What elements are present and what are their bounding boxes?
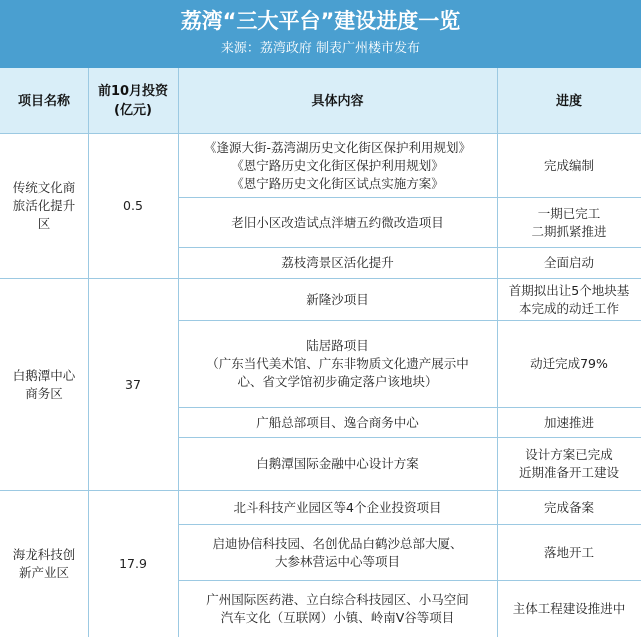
content-line: 《逢源大街-荔湾湖历史文化街区保护利用规划》 <box>203 139 471 155</box>
group-name-cell <box>0 279 88 490</box>
page-title: 荔湾“三大平台”建设进度一览 <box>180 9 461 33</box>
progress-cell <box>497 491 641 525</box>
group-name-line: 商务区 <box>25 385 63 401</box>
group-investment: 37 <box>125 376 141 392</box>
progress-line: 二期抓紧推进 <box>531 223 607 239</box>
content-cell <box>178 491 497 525</box>
progress-cell <box>497 134 641 198</box>
content-cell <box>178 248 497 278</box>
content-cell <box>178 134 497 198</box>
progress-line: 本完成的动迁工作 <box>518 300 619 316</box>
content-cell <box>178 438 497 490</box>
progress-line: 完成编制 <box>543 157 594 173</box>
header-content: 具体内容 <box>311 93 364 109</box>
content-cell <box>178 198 497 248</box>
group-name-line: 旅活化提升 <box>12 198 76 213</box>
group-name-line: 新产业区 <box>18 565 69 580</box>
title-banner <box>0 0 641 68</box>
group-name-line: 传统文化商 <box>12 180 76 195</box>
content-line: 陆居路项目 <box>306 338 369 353</box>
content-line: 荔枝湾景区活化提升 <box>281 255 394 270</box>
header-investment-line1: 前10月投资 <box>97 84 169 99</box>
progress-line: 动迁完成79% <box>530 356 608 371</box>
content-cell <box>178 525 497 581</box>
progress-line: 近期准备开工建设 <box>518 465 619 480</box>
group-name-line: 海龙科技创 <box>12 547 76 562</box>
progress-cell <box>497 321 641 408</box>
content-line: 心、省文学馆初步确定落户该地块） <box>237 374 438 389</box>
content-line: 汽车文化（互联网）小镇、岭南V谷等项目 <box>220 610 455 625</box>
progress-cell <box>497 525 641 581</box>
content-line: 《恩宁路历史文化街区试点实施方案》 <box>231 175 444 191</box>
content-cell <box>178 321 497 408</box>
content-line: （广东当代美术馆、广东非物质文化遗产展示中 <box>206 356 469 371</box>
content-line: 老旧小区改造试点泮塘五约微改造项目 <box>231 214 444 230</box>
header-investment-line2: (亿元) <box>114 103 152 118</box>
header-investment <box>88 68 178 134</box>
content-line: 新隆沙项目 <box>306 291 369 307</box>
progress-cell <box>497 581 641 637</box>
content-line: 大参林营运中心等项目 <box>274 553 400 569</box>
progress-line: 全面启动 <box>543 255 594 270</box>
progress-line: 落地开工 <box>543 544 594 560</box>
table-header <box>0 68 641 134</box>
content-line: 《恩宁路历史文化街区保护利用规划》 <box>231 157 444 173</box>
progress-line: 设计方案已完成 <box>525 447 613 462</box>
content-line: 广州国际医药港、立白综合科技园区、小马空间 <box>206 592 469 607</box>
progress-line: 主体工程建设推进中 <box>512 601 626 616</box>
progress-line: 加速推进 <box>543 414 594 430</box>
progress-line: 首期拟出让5个地块基 <box>508 282 630 298</box>
page-subtitle: 来源：荔湾政府 制表广州楼市发布 <box>220 41 421 56</box>
group-name-line: 区 <box>37 216 51 231</box>
progress-line: 一期已完工 <box>537 205 601 221</box>
group-name-cell <box>0 491 88 637</box>
group-name-cell <box>0 134 88 278</box>
progress-cell <box>497 198 641 248</box>
group-investment: 0.5 <box>123 198 143 213</box>
progress-cell <box>497 438 641 490</box>
progress-line: 完成备案 <box>543 499 594 515</box>
content-line: 北斗科技产业园区等4个企业投资项目 <box>233 499 442 515</box>
content-line: 启迪协信科技园、名创优品白鹤沙总部大厦、 <box>212 535 463 551</box>
content-line: 广船总部项目、逸合商务中心 <box>256 414 419 430</box>
content-line: 白鹅潭国际金融中心设计方案 <box>256 456 419 471</box>
content-cell <box>178 279 497 321</box>
group-investment: 17.9 <box>119 556 147 571</box>
content-cell <box>178 581 497 637</box>
progress-cell <box>497 279 641 321</box>
progress-cell <box>497 408 641 438</box>
group-name-line: 白鹅潭中心 <box>12 367 76 383</box>
progress-cell <box>497 248 641 278</box>
header-progress: 进度 <box>555 93 582 109</box>
header-project: 项目名称 <box>17 93 70 109</box>
content-cell <box>178 408 497 438</box>
